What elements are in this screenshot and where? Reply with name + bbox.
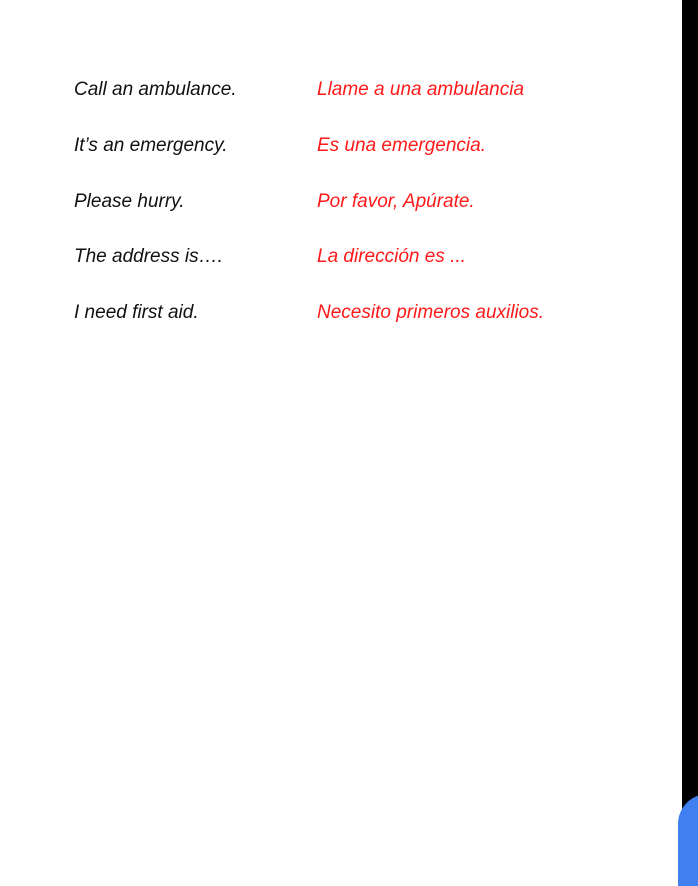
spanish-phrase-3: Por favor, Apúrate. bbox=[317, 191, 475, 212]
english-phrase-4: The address is…. bbox=[74, 246, 223, 267]
english-phrase-5: I need first aid. bbox=[74, 302, 199, 323]
spanish-phrase-2: Es una emergencia. bbox=[317, 135, 486, 156]
spanish-phrase-4: La dirección es ... bbox=[317, 246, 466, 267]
spanish-phrase-1: Llame a una ambulancia bbox=[317, 79, 525, 100]
english-phrase-2: It’s an emergency. bbox=[74, 135, 228, 156]
english-phrase-3: Please hurry. bbox=[74, 191, 185, 212]
english-phrase-1: Call an ambulance. bbox=[74, 79, 237, 100]
spanish-phrase-5: Necesito primeros auxilios. bbox=[317, 302, 545, 323]
right-edge-bar bbox=[682, 0, 698, 886]
